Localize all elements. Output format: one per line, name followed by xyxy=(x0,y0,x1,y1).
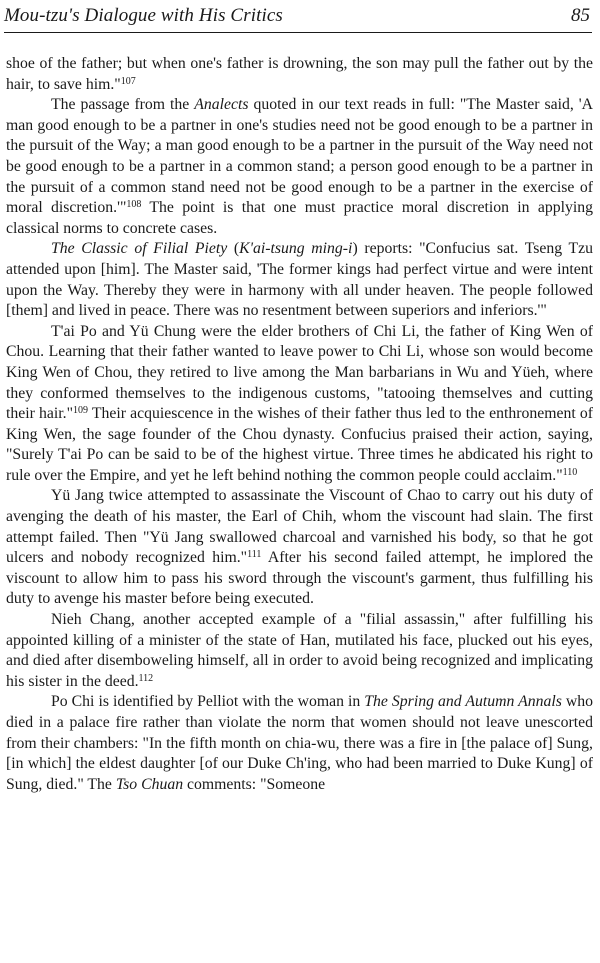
footnote-ref: 109 xyxy=(73,405,89,417)
italic-text: Tso Chuan xyxy=(115,775,184,793)
footnote-ref: 111 xyxy=(247,549,262,561)
text-run: comments: "Someone xyxy=(183,775,326,793)
text-run: Their acquiescence in the wishes of their father thus led to the enthronement of King Wen, the sage founder of the Chou dynasty. Confucius praised their action, saying, "Surely T'ai Po can be said to be of the highest virtue. Three times he abdicated his right to rule over the Empire, and yet he left behind nothing the common people could acclaim." xyxy=(6,405,593,484)
italic-text: The Classic of Filial Piety xyxy=(51,240,228,258)
italic-text: K'ai-tsung ming-i xyxy=(239,240,353,258)
body-text xyxy=(6,54,593,795)
footnote-ref: 110 xyxy=(562,466,578,478)
footnote-ref: 107 xyxy=(120,75,136,87)
footnote-ref: 108 xyxy=(126,199,142,211)
text-run: ( xyxy=(227,240,240,258)
text-run: who died in a palace fire rather than violate the norm that women should not leave unescorted from their chambers: "In the fifth month on chia-wu, there was a fire in [the palace of] Sung, [in which] the eldest daughter [of our Duke Ch'ing, who had been married to Duke Kung] of Sung, died." The xyxy=(6,693,593,793)
running-title: Mou-tzu's Dialogue with His Critics xyxy=(4,5,283,26)
page-number: 85 xyxy=(571,5,590,26)
text-run: After his second failed attempt, he implored the viscount to allow him to pass his sword through the viscount's garment, thus fulfilling his duty to avenge his master before being executed. xyxy=(6,549,593,608)
text-run: Nieh Chang, another accepted example of a "filial assassin," after fulfilling his appointed killing of a minister of the state of Han, mutilated his face, plucked out his eyes, and died after disemboweling himself, all in order to avoid being recognized and implicating his sister in the deed. xyxy=(6,611,593,690)
text-run: The point is that one must practice moral discretion in applying classical norms to concrete cases. xyxy=(6,199,593,237)
paragraph xyxy=(6,239,593,321)
text-run: Yü Jang twice attempted to assassinate the Viscount of Chao to carry out his duty of avenging the death of his master, the Earl of Chih, whom the viscount had slain. The first attempt failed. Then "Yü Jang swallowed charcoal and varnished his body, so that he got ulcers and nobody recognized him." xyxy=(6,487,593,567)
italic-text: The Spring and Autumn Annals xyxy=(364,693,562,711)
running-header xyxy=(4,2,592,33)
paragraph xyxy=(6,322,593,487)
paragraph xyxy=(6,95,593,239)
text-run: shoe of the father; but when one's father is drowning, the son may pull the father out by the hair, to save him." xyxy=(6,55,593,93)
text-run: T'ai Po and Yü Chung were the elder brothers of Chi Li, the father of King Wen of Chou. Learning that their father wanted to leave power to Chi Li, whose son would become King Wen of Chou, they retired to live among the Man barbarians in Wu and Yüeh, where they conformed themselves to the indigenous customs, "tatooing themselves and cutting their hair." xyxy=(6,322,593,423)
footnote-ref: 112 xyxy=(138,672,154,684)
paragraph xyxy=(6,486,593,610)
italic-text: Analects xyxy=(194,96,249,114)
text-run: The passage from the xyxy=(51,96,195,114)
paragraph xyxy=(6,692,593,795)
text-run: Po Chi is identified by Pelliot with the woman in xyxy=(51,693,365,711)
text-run: ) reports: "Confucius sat. Tseng Tzu attended upon [him]. The Master said, 'The former kings had perfect virtue and were intent upon the Way. Thereby they were in harmony with all under heaven. The people followed [them] and lived in peace. There was no resentment between superiors and inferiors.'" xyxy=(6,240,593,320)
text-run: quoted in our text reads in full: "The Master said, 'A man good enough to be a partner in one's studies need not be good enough to be a partner in the pursuit of the Way; a man good enough to be a partner in the pursuit of the Way need not be good enough to be a partner in a common stand; a person good enough to be a partner in the pursuit of a common stand need not be good enough to be a partner in the exercise of moral discretion.'" xyxy=(6,96,593,217)
paragraph xyxy=(6,54,593,95)
paragraph xyxy=(6,610,593,692)
